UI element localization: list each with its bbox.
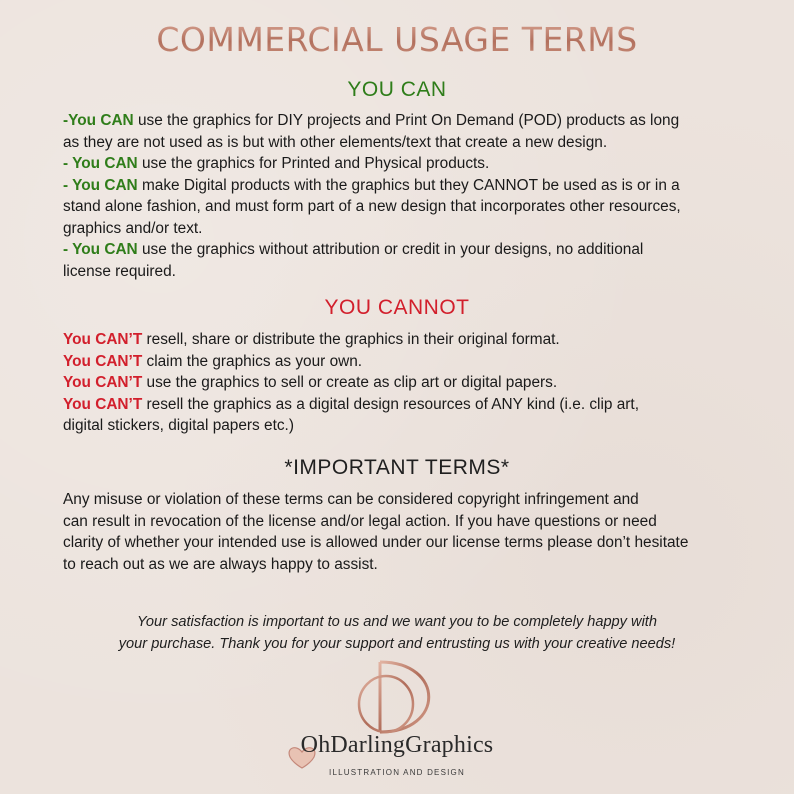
important-line: clarity of whether your intended use is allowed under our license terms please don’t hesitate (63, 534, 689, 551)
cannot-key: You CAN’T (63, 395, 143, 413)
can-key: - You CAN (63, 176, 138, 194)
can-text: stand alone fashion, and must form part of a new design that incorporates other resources, (63, 198, 681, 215)
can-text: graphics and/or text. (63, 219, 203, 237)
closing-line: your purchase. Thank you for your support and entrusting us with your creative needs! (118, 636, 676, 652)
cannot-line (63, 372, 735, 394)
can-line (63, 218, 735, 240)
can-line (63, 239, 735, 261)
cannot-text: digital stickers, digital papers etc.) (63, 417, 294, 434)
you-can-heading: YOU CAN (347, 78, 447, 101)
can-line (63, 196, 735, 218)
closing-line: Your satisfaction is important to us and we want you to be completely happy with (137, 614, 657, 630)
important-line: Any misuse or violation of these terms can be considered copyright infringement and (63, 491, 639, 508)
cannot-key: You CAN’T (63, 352, 143, 370)
can-line (63, 110, 735, 132)
page-title: COMMERCIAL USAGE TERMS (0, 20, 794, 59)
cannot-text: use the graphics to sell or create as clip art or digital papers. (142, 374, 558, 391)
cannot-text: resell, share or distribute the graphics in their original format. (142, 331, 560, 348)
can-line (63, 132, 735, 154)
cannot-text: claim the graphics as your own. (142, 352, 363, 370)
cannot-line (63, 351, 735, 373)
can-text: use the graphics without attribution or credit in your designs, no additional (137, 241, 644, 258)
cannot-key: You CAN’T (63, 374, 143, 391)
can-key: - You CAN (63, 155, 138, 172)
important-line: can result in revocation of the license and/or legal action. If you have questions or need (63, 512, 657, 530)
cannot-line (63, 329, 735, 351)
can-line (63, 261, 735, 283)
important-line: to reach out as we are always happy to assist. (63, 555, 378, 573)
can-text: make Digital products with the graphics but they CANNOT be used as is or in a (137, 176, 680, 194)
important-terms-section (63, 489, 735, 575)
can-text: use the graphics for DIY projects and Print On Demand (POD) products as long (133, 112, 680, 129)
can-key: -You CAN (63, 112, 134, 129)
can-text: use the graphics for Printed and Physical products. (137, 155, 490, 172)
you-cannot-heading: YOU CANNOT (324, 296, 470, 319)
cannot-text: resell the graphics as a digital design resources of ANY kind (i.e. clip art, (142, 395, 639, 413)
can-line (63, 175, 735, 197)
can-key: - You CAN (63, 241, 138, 258)
can-line (63, 153, 735, 175)
you-can-section (63, 110, 735, 282)
you-cannot-section (63, 329, 735, 437)
cannot-key: You CAN’T (63, 331, 143, 348)
brand-name: OhDarlingGraphics (300, 732, 494, 758)
can-text: license required. (63, 262, 176, 280)
closing-message (0, 611, 794, 655)
can-text: as they are not used as is but with other elements/text that create a new design. (63, 133, 608, 151)
cannot-line (63, 415, 735, 437)
cannot-line (63, 394, 735, 416)
important-terms-heading: *IMPORTANT TERMS* (284, 456, 510, 479)
brand-tagline: ILLUSTRATION AND DESIGN (329, 768, 465, 777)
